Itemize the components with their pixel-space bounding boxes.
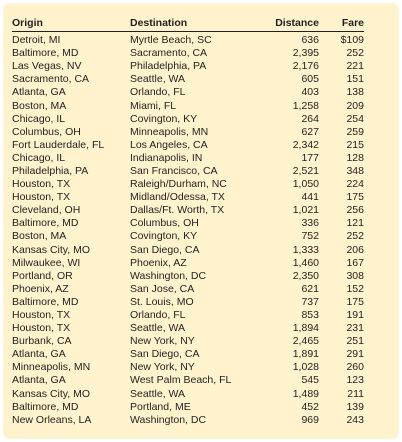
distance-cell: 969: [301, 413, 319, 426]
fare-cell: 139: [346, 400, 364, 413]
origin-cell: Houston, TX: [12, 178, 71, 191]
distance-cell: 636: [301, 34, 319, 47]
origin-cell: Chicago, IL: [12, 151, 66, 164]
distance-cell: 2,342: [292, 138, 319, 151]
distance-cell: 853: [301, 309, 319, 322]
destination-cell: Covington, KY: [130, 230, 198, 243]
destination-cell: Phoenix, AZ: [130, 256, 187, 269]
distance-cell: 1,050: [292, 178, 319, 191]
table-row: [12, 257, 364, 270]
origin-cell: Boston, MA: [12, 230, 67, 243]
destination-cell: New York, NY: [130, 335, 195, 348]
distance-cell: 336: [301, 217, 319, 230]
fare-cell: 151: [346, 73, 364, 86]
destination-cell: Portland, ME: [130, 400, 191, 413]
fare-cell: 175: [346, 191, 364, 204]
distance-cell: 177: [301, 151, 319, 164]
distance-cell: 605: [301, 73, 319, 86]
table-row: [12, 126, 364, 139]
table-row: [12, 191, 364, 204]
destination-cell: New York, NY: [130, 361, 195, 374]
distance-cell: 1,489: [292, 387, 319, 400]
table-row: [12, 113, 364, 126]
origin-cell: New Orleans, LA: [12, 413, 92, 426]
distance-cell: 627: [301, 125, 319, 138]
header-fare: Fare: [319, 11, 364, 32]
table-row: [12, 309, 364, 322]
destination-cell: St. Louis, MO: [130, 295, 194, 308]
origin-cell: Fort Lauderdale, FL: [12, 138, 105, 151]
origin-cell: Baltimore, MD: [12, 400, 79, 413]
table-row: [12, 270, 364, 283]
origin-cell: Detroit, MI: [12, 34, 61, 47]
fare-cell: 121: [346, 217, 364, 230]
destination-cell: Myrtle Beach, SC: [130, 34, 212, 47]
origin-cell: Las Vegas, NV: [12, 60, 82, 73]
distance-cell: 1,028: [292, 361, 319, 374]
table-row: [12, 60, 364, 73]
destination-cell: San Diego, CA: [130, 243, 200, 256]
distance-cell: 1,021: [292, 204, 319, 217]
table-row: [12, 322, 364, 335]
distance-cell: 2,465: [292, 335, 319, 348]
table-row: [12, 374, 364, 387]
fare-cell: 152: [346, 282, 364, 295]
origin-cell: Atlanta, GA: [12, 374, 66, 387]
table-row: [12, 217, 364, 230]
distance-cell: 1,894: [292, 322, 319, 335]
origin-cell: Baltimore, MD: [12, 217, 79, 230]
table-row: [12, 32, 364, 48]
origin-cell: Minneapolis, MN: [12, 361, 91, 374]
fare-cell: 256: [346, 204, 364, 217]
destination-cell: Seattle, WA: [130, 387, 186, 400]
distance-cell: 545: [301, 374, 319, 387]
origin-cell: Houston, TX: [12, 322, 71, 335]
destination-cell: Miami, FL: [130, 99, 177, 112]
table-body: [12, 32, 364, 427]
origin-cell: Atlanta, GA: [12, 86, 66, 99]
distance-cell: 752: [301, 230, 319, 243]
distance-cell: 441: [301, 191, 319, 204]
destination-cell: Philadelphia, PA: [130, 60, 207, 73]
origin-cell: Boston, MA: [12, 99, 67, 112]
table-row: [12, 388, 364, 401]
distance-cell: 737: [301, 295, 319, 308]
header-distance: Distance: [250, 11, 319, 32]
fare-cell: 252: [346, 230, 364, 243]
fare-cell: 260: [346, 361, 364, 374]
distance-cell: 452: [301, 400, 319, 413]
distance-cell: 621: [301, 282, 319, 295]
distance-cell: 2,350: [292, 269, 319, 282]
table-row: [12, 296, 364, 309]
table-row: [12, 139, 364, 152]
table-row: [12, 283, 364, 296]
table-row: [12, 47, 364, 60]
fare-cell: 215: [346, 138, 364, 151]
fare-cell: 175: [346, 295, 364, 308]
distance-cell: 1,258: [292, 99, 319, 112]
origin-cell: Philadelphia, PA: [12, 164, 89, 177]
destination-cell: Raleigh/Durham, NC: [130, 178, 227, 191]
origin-cell: Kansas City, MO: [12, 387, 90, 400]
table-row: [12, 178, 364, 191]
origin-cell: Milwaukee, WI: [12, 256, 81, 269]
distance-cell: 2,395: [292, 47, 319, 60]
distance-cell: 1,891: [292, 348, 319, 361]
origin-cell: Portland, OR: [12, 269, 73, 282]
origin-cell: Atlanta, GA: [12, 348, 66, 361]
table-row: [12, 152, 364, 165]
destination-cell: Columbus, OH: [130, 217, 199, 230]
origin-cell: Chicago, IL: [12, 112, 66, 125]
distance-cell: 1,333: [292, 243, 319, 256]
distance-cell: 264: [301, 112, 319, 125]
fare-cell: 251: [346, 335, 364, 348]
fare-cell: 123: [346, 374, 364, 387]
origin-cell: Kansas City, MO: [12, 243, 90, 256]
destination-cell: Minneapolis, MN: [130, 125, 209, 138]
table-row: [12, 244, 364, 257]
fare-cell: 206: [346, 243, 364, 256]
table-row: [12, 348, 364, 361]
destination-cell: Orlando, FL: [130, 309, 186, 322]
table-row: [12, 73, 364, 86]
fare-cell: 224: [346, 178, 364, 191]
origin-cell: Houston, TX: [12, 309, 71, 322]
destination-cell: Los Angeles, CA: [130, 138, 208, 151]
fare-cell: 211: [347, 387, 364, 400]
distance-cell: 403: [301, 86, 319, 99]
fare-cell: 221: [346, 60, 364, 73]
distance-cell: 2,521: [292, 164, 319, 177]
destination-cell: Orlando, FL: [130, 86, 186, 99]
fare-cell: 291: [346, 348, 364, 361]
destination-cell: Washington, DC: [130, 269, 207, 282]
destination-cell: West Palm Beach, FL: [130, 374, 232, 387]
fare-cell: 191: [346, 309, 364, 322]
fare-cell: 308: [346, 269, 364, 282]
fare-cell: 252: [346, 47, 364, 60]
origin-cell: Baltimore, MD: [12, 295, 79, 308]
destination-cell: Dallas/Ft. Worth, TX: [130, 204, 225, 217]
origin-cell: Cleveland, OH: [12, 204, 81, 217]
origin-cell: Houston, TX: [12, 191, 71, 204]
header-destination: Destination: [130, 11, 250, 32]
fare-cell: 254: [346, 112, 364, 125]
fare-cell: 128: [346, 151, 364, 164]
table-row: [12, 414, 364, 427]
origin-cell: Phoenix, AZ: [12, 282, 69, 295]
fare-cell: 243: [346, 413, 364, 426]
fare-cell: 167: [346, 256, 364, 269]
header-origin: Origin: [12, 11, 130, 32]
fare-cell: 209: [346, 99, 364, 112]
destination-cell: Midland/Odessa, TX: [130, 191, 225, 204]
destination-cell: Covington, KY: [130, 112, 198, 125]
fare-table: [12, 11, 364, 427]
table-row: [12, 230, 364, 243]
distance-cell: 1,460: [292, 256, 319, 269]
table-row: [12, 86, 364, 99]
distance-cell: 2,176: [292, 60, 319, 73]
table-row: [12, 335, 364, 348]
table-panel: [3, 3, 399, 439]
table-row: [12, 99, 364, 112]
table-row: [12, 165, 364, 178]
table-row: [12, 204, 364, 217]
destination-cell: Seattle, WA: [130, 73, 186, 86]
destination-cell: San Diego, CA: [130, 348, 200, 361]
destination-cell: Washington, DC: [130, 413, 207, 426]
destination-cell: San Jose, CA: [130, 282, 195, 295]
fare-cell: 259: [346, 125, 364, 138]
destination-cell: Sacramento, CA: [130, 47, 208, 60]
header-row: [12, 11, 364, 32]
origin-cell: Burbank, CA: [12, 335, 72, 348]
fare-cell: 138: [346, 86, 364, 99]
destination-cell: Seattle, WA: [130, 322, 186, 335]
origin-cell: Sacramento, CA: [12, 73, 90, 86]
origin-cell: Baltimore, MD: [12, 47, 79, 60]
fare-cell: 231: [346, 322, 364, 335]
origin-cell: Columbus, OH: [12, 125, 81, 138]
fare-cell: $109: [340, 34, 364, 47]
fare-cell: 348: [346, 164, 364, 177]
destination-cell: Indianapolis, IN: [130, 151, 203, 164]
table-row: [12, 361, 364, 374]
destination-cell: San Francisco, CA: [130, 164, 218, 177]
table-row: [12, 401, 364, 414]
